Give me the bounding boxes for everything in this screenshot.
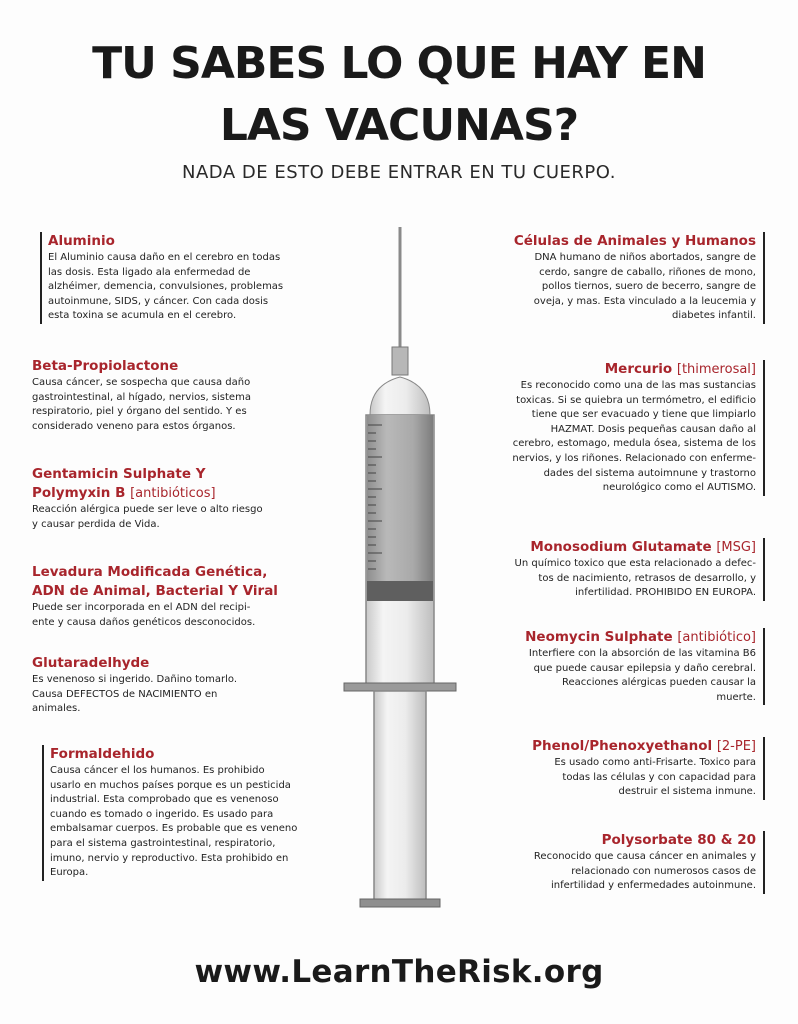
ingredient-phenol	[470, 737, 765, 800]
ingredient-description: Interfiere con la absorción de las vitamina B6 que puede causar epilepsia y daño cerebral. Reacciones alérgicas pueden causar la muerte.	[528, 648, 756, 703]
ingredient-title: Glutaradelhyde	[32, 655, 150, 671]
ingredient-title-line-2: Polymyxin B [antibióticos]	[32, 485, 216, 501]
ingredient-levadura	[32, 563, 332, 630]
ingredient-title: Aluminio	[48, 233, 115, 249]
ingredient-description: DNA humano de niños abortados, sangre de cerdo, sangre de caballo, riñones de mono, pollos tiernos, suero de becerro, sangre de oveja, y mas. Esta vinculado a la leucemia y diabetes infantil.	[533, 252, 756, 322]
ingredient-mercurio	[470, 360, 765, 496]
ingredient-description: Reconocido que causa cáncer en animales y relacionado con numerosos casos de infertilidad y enfermedades autoinmune.	[533, 851, 756, 892]
ingredient-description: Es reconocido como una de las mas sustancias toxicas. Si se quiebra un termómetro, el edificio tiene que ser evacuado y tiene que limpiarlo HAZMAT. Dosis pequeñas causan daño al cerebro, estomago, medula ósea, sistema de los nervios, y los riñones. Relacionado con enferme- dades del sistema autoimnune y trastorno neurológico como el AUTISMO.	[512, 380, 756, 494]
page-title-line-2: LAS VACUNAS?	[219, 100, 579, 151]
finger-flange	[344, 683, 456, 691]
ingredient-polysorbate	[470, 831, 765, 894]
ingredient-title-line-2: ADN de Animal, Bacterial Y Viral	[32, 583, 278, 599]
ingredient-title: Beta-Propiolactone	[32, 358, 179, 374]
ingredient-neomycin	[470, 628, 765, 705]
plunger-rod	[374, 691, 426, 901]
ingredient-title: Neomycin Sulphate [antibiótico]	[525, 629, 756, 645]
ingredient-title: Phenol/Phenoxyethanol [2-PE]	[532, 738, 756, 754]
ingredient-title: Polysorbate 80 & 20	[601, 832, 756, 848]
ingredient-glutaradelhyde	[32, 654, 332, 717]
ingredient-formaldehido	[42, 745, 342, 881]
ingredient-description: El Aluminio causa daño en el cerebro en todas las dosis. Esta ligado ala enfermedad de alzhéimer, demencia, convulsiones, problemas autoinmune, SIDS, y cáncer. Con cada dosis esta toxina se acumula en el cerebro.	[48, 252, 284, 322]
plunger-seal	[367, 581, 433, 601]
ingredient-celulas	[470, 232, 765, 324]
needle-hub	[392, 347, 408, 375]
liquid	[367, 415, 433, 597]
ingredient-msg	[470, 538, 765, 601]
ingredient-gentamicin	[32, 465, 332, 532]
ingredient-title: Monosodium Glutamate [MSG]	[530, 539, 756, 555]
ingredient-title: Mercurio [thimerosal]	[604, 361, 756, 377]
ingredient-description: Causa cáncer el los humanos. Es prohibido usarlo en muchos países porque es un pesticida industrial. Esta comprobado que es venenoso cuando es tomado o ingerido. Es usado para embalsamar cuerpos. Es probable que es veneno para el sistema gastrointestinal, respiratorio, imuno, nervio y reproductivo. Esta prohibido en Europa.	[50, 765, 298, 879]
barrel-shoulder	[370, 377, 430, 415]
ingredient-description: Un químico toxico que esta relacionado a defec- tos de nacimiento, retrasos de desarrollo, y infertilidad. PROHIBIDO EN EUROPA.	[514, 558, 756, 599]
ingredient-description: Puede ser incorporada en el ADN del recipi- ente y causa daños genéticos desconocidos.	[32, 602, 256, 628]
ingredient-description: Reacción alérgica puede ser leve o alto riesgo y causar perdida de Vida.	[32, 504, 263, 530]
ingredient-description: Es venenoso si ingerido. Dañino tomarlo. Causa DEFECTOS de NACIMIENTO en animales.	[32, 674, 238, 715]
ingredient-title: Células de Animales y Humanos	[513, 233, 756, 249]
ingredient-title: Formaldehido	[50, 746, 155, 762]
ingredient-title: Levadura Modificada Genética,	[32, 564, 268, 580]
ingredient-description: Causa cáncer, se sospecha que causa daño gastrointestinal, al hígado, nervios, sistema respiratorio, piel y órgano del sentido. Y es considerado veneno para estos órganos.	[32, 377, 251, 432]
footer-url[interactable]: www.LearnTheRisk.org	[194, 954, 604, 990]
plunger-thumb	[360, 899, 440, 907]
ingredient-beta-propiolactone	[32, 357, 332, 434]
page-title-line-1: TU SABES LO QUE HAY EN	[92, 38, 706, 89]
ingredient-title: Gentamicin Sulphate Y	[32, 466, 206, 482]
syringe-illustration	[330, 225, 470, 915]
ingredient-aluminio	[40, 232, 338, 324]
page-subtitle: NADA DE ESTO DEBE ENTRAR EN TU CUERPO.	[182, 162, 616, 183]
ingredient-description: Es usado como anti-Frisarte. Toxico para todas las células y con capacidad para destruir el sistema inmune.	[554, 757, 756, 798]
